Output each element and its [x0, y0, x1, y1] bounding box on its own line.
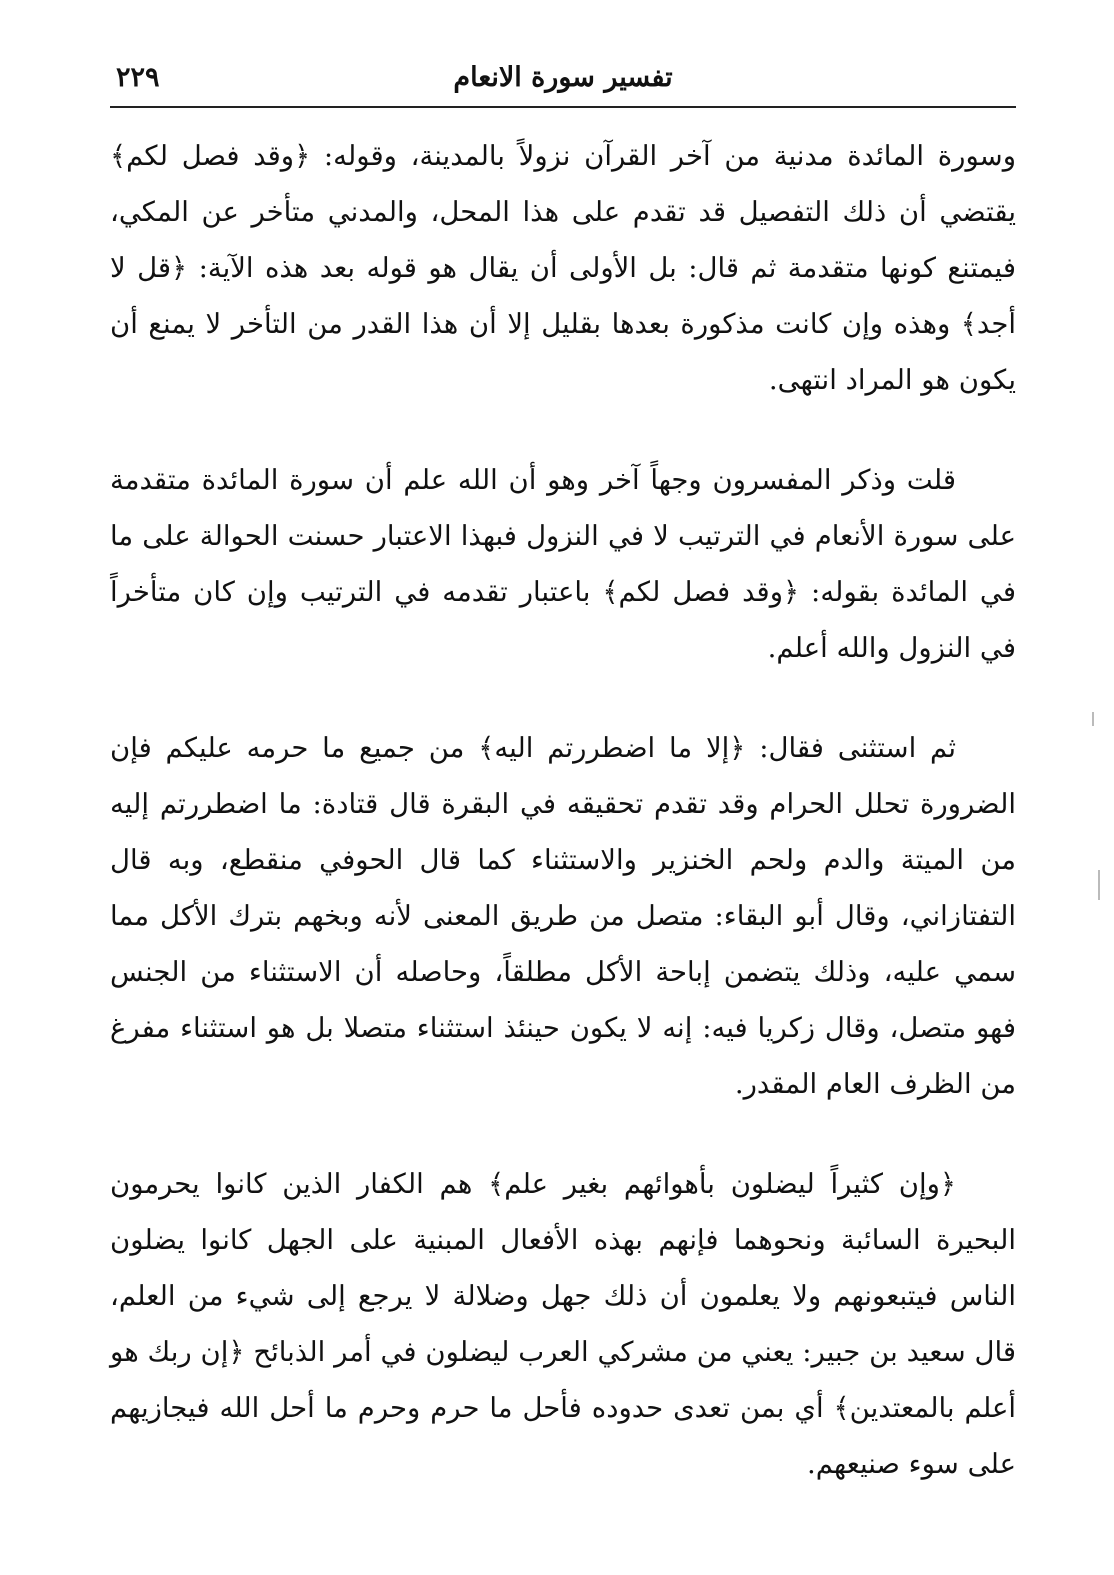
book-page [110, 58, 1016, 1538]
body-text [110, 128, 1016, 1492]
scan-mark [1092, 712, 1094, 726]
running-head-title: تفسير سورة الانعام [453, 62, 673, 93]
paragraph-4: ﴿وإن كثيراً ليضلون بأهوائهم بغير علم﴾ هم الكفار الذين كانوا يحرمون البحيرة السائبة ونحوهما فإنهم بهذه الأفعال المبنية على الجهل كانوا يضلون الناس فيتبعونهم ولا يعلمون أن ذلك جهل وضلالة لا يرجع إلى شيء من العلم، قال سعيد بن جبير: يعني من مشركي العرب ليضلون في أمر الذبائح ﴿إن ربك هو أعلم بالمعتدين﴾ أي بمن تعدى حدوده فأحل ما حرم وحرم ما أحل الله فيجازيهم على سوء صنيعهم. [110, 1168, 1016, 1480]
running-head [110, 58, 1016, 108]
paragraph-2: قلت وذكر المفسرون وجهاً آخر وهو أن الله علم أن سورة المائدة متقدمة على سورة الأنعام في الترتيب لا في النزول فبهذا الاعتبار حسنت الحوالة على ما في المائدة بقوله: ﴿وقد فصل لكم﴾ باعتبار تقدمه في الترتيب وإن كان متأخراً في النزول والله أعلم. [110, 464, 1016, 664]
paragraph-1: وسورة المائدة مدنية من آخر القرآن نزولاً بالمدينة، وقوله: ﴿وقد فصل لكم﴾ يقتضي أن ذلك التفصيل قد تقدم على هذا المحل، والمدني متأخر عن المكي، فيمتنع كونها متقدمة ثم قال: بل الأولى أن يقال هو قوله بعد هذه الآية: ﴿قل لا أجد﴾ وهذه وإن كانت مذكورة بعدها بقليل إلا أن هذا القدر من التأخر لا يمنع أن يكون هو المراد انتهى. [110, 140, 1016, 396]
scan-mark [1098, 870, 1100, 900]
page-number: ٢٢٩ [116, 62, 160, 93]
paragraph-3: ثم استثنى فقال: ﴿إلا ما اضطررتم اليه﴾ من جميع ما حرمه عليكم فإن الضرورة تحلل الحرام وقد تقدم تحقيقه في البقرة قال قتادة: ما اضطررتم إليه من الميتة والدم ولحم الخنزير والاستثناء كما قال الحوفي منقطع، وبه قال التفتازاني، وقال أبو البقاء: متصل من طريق المعنى لأنه وبخهم بترك الأكل مما سمي عليه، وذلك يتضمن إباحة الأكل مطلقاً، وحاصله أن الاستثناء من الجنس فهو متصل، وقال زكريا فيه: إنه لا يكون حينئذ استثناء متصلا بل هو استثناء مفرغ من الظرف العام المقدر. [110, 732, 1016, 1100]
